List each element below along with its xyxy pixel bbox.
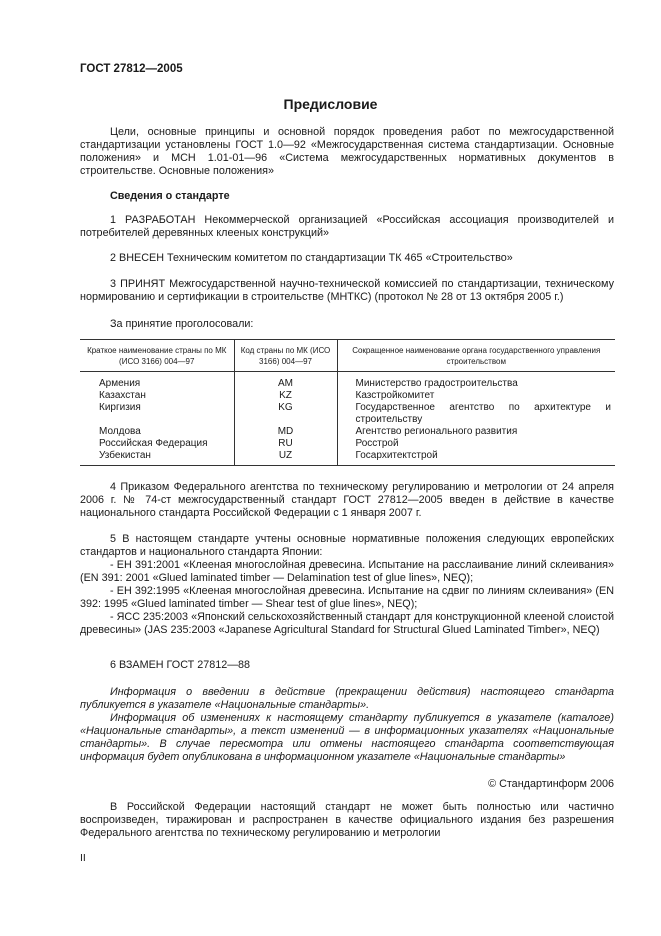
country-cell: Армения (99, 378, 141, 389)
reference-en-391: - ЕН 391:2001 «Клееная многослойная древесина. Испытание на расслаивание линий склеивания» (EN 391: 2001 «Glued laminated timber — Delamination test of glue lines», NEQ); (80, 559, 614, 584)
agency-cell: Агентство регионального развития (337, 426, 615, 438)
code-cell: AM (234, 372, 337, 391)
item-introduced: 2 ВНЕСЕН Техническим комитетом по стандартизации ТК 465 «Строительство» (110, 252, 513, 264)
code-cell: RU (234, 438, 337, 450)
item-developed: 1 РАЗРАБОТАН Некоммерческой организацией «Российская ассоциация производителей и потребителей деревянных клееных конструкций» (80, 214, 614, 239)
agency-cell: Казстройкомитет (337, 390, 615, 402)
table-row (80, 438, 615, 450)
country-cell: Узбекистан (80, 450, 234, 466)
page-number: II (80, 852, 86, 864)
agency-cell: Росстрой (337, 438, 615, 450)
page-title: Предисловие (283, 96, 378, 112)
item-enacted: 4 Приказом Федерального агентства по техническому регулированию и метрологии от 24 апреля 2006 г. № 74-ст межгосударственный стандарт ГОСТ 27812—2005 введен в действие в качестве национального стандарта Российской Федерации с 1 января 2007 г. (80, 481, 614, 519)
agency-cell: Министерство градостроительства (337, 372, 615, 391)
table-row (80, 450, 615, 466)
copyright: © Стандартинформ 2006 (488, 778, 614, 790)
legal-notice: В Российской Федерации настоящий стандарт не может быть полностью или частично воспроизведен, тиражирован и распространен в качестве официального издания без разрешения Федерального агентства по техническому регулированию и метрологии (80, 801, 614, 839)
country-cell: Киргизия (99, 402, 141, 413)
table-row (80, 426, 615, 438)
country-cell: Российская Федерация (99, 438, 208, 449)
header-agency-name: Сокращенное наименование органа государственного управления строительством (337, 340, 615, 372)
table-row (80, 402, 615, 426)
agency-cell: Госархитектстрой (337, 450, 615, 466)
intro-paragraph: Цели, основные принципы и основной порядок проведения работ по межгосударственной стандартизации установлены ГОСТ 1.0—92 «Межгосударственная система стандартизации. Основные положения» и МСН 1.01-01—96 «Система межгосударственных нормативных документов в строительстве. Основные положения» (80, 126, 614, 177)
item-references: 5 В настоящем стандарте учтены основные нормативные положения следующих европейских стандартов и национального стандарта Японии: (80, 533, 614, 558)
vote-table (80, 339, 615, 466)
section-heading: Сведения о стандарте (110, 190, 230, 202)
agency-cell: Государственное агентство по архитектуре и строительству (337, 402, 615, 426)
code-cell: UZ (234, 450, 337, 466)
reference-en-392: - ЕН 392:1995 «Клееная многослойная древесина. Испытание на сдвиг по линиям склеивания» (EN 392: 1995 «Glued laminated timber — Shear test of glue lines», NEQ); (80, 585, 614, 610)
document-code: ГОСТ 27812—2005 (80, 63, 183, 75)
table-row (80, 390, 615, 402)
info-notice-2: Информация об изменениях к настоящему стандарту публикуется в указателе (каталоге) «Национальные стандарты», а текст изменений — в информационных указателях «Национальные стандарты». В случае пересмотра или отмены настоящего стандарта соответствующая информация будет опубликована в информационном указателе «Национальные стандарты» (80, 712, 614, 763)
vote-table-header-row (80, 340, 615, 372)
item-replaces: 6 ВЗАМЕН ГОСТ 27812—88 (110, 659, 251, 671)
country-cell: Молдова (99, 426, 141, 437)
code-cell: KG (234, 402, 337, 426)
vote-label: За принятие проголосовали: (110, 318, 254, 330)
reference-jas-235: - ЯСС 235:2003 «Японский сельскохозяйственный стандарт для конструкционной клееной слоистой древесины» (JAS 235:2003 «Japanese Agricultural Standard for Structural Glued Laminated Timber», NEQ) (80, 611, 614, 636)
table-row (80, 372, 615, 391)
header-country-code: Код страны по МК (ИСО 3166) 004—97 (234, 340, 337, 372)
country-cell: Казахстан (99, 390, 146, 401)
header-country-name: Краткое наименование страны по МК (ИСО 3166) 004—97 (80, 340, 234, 372)
code-cell: MD (234, 426, 337, 438)
info-notice-1: Информация о введении в действие (прекращении действия) настоящего стандарта публикуется в указателе «Национальные стандарты». (80, 686, 614, 711)
item-adopted: 3 ПРИНЯТ Межгосударственной научно-технической комиссией по стандартизации, техническому нормированию и сертификации в строительстве (МНТКС) (протокол № 28 от 13 октября 2005 г.) (80, 278, 614, 303)
code-cell: KZ (234, 390, 337, 402)
